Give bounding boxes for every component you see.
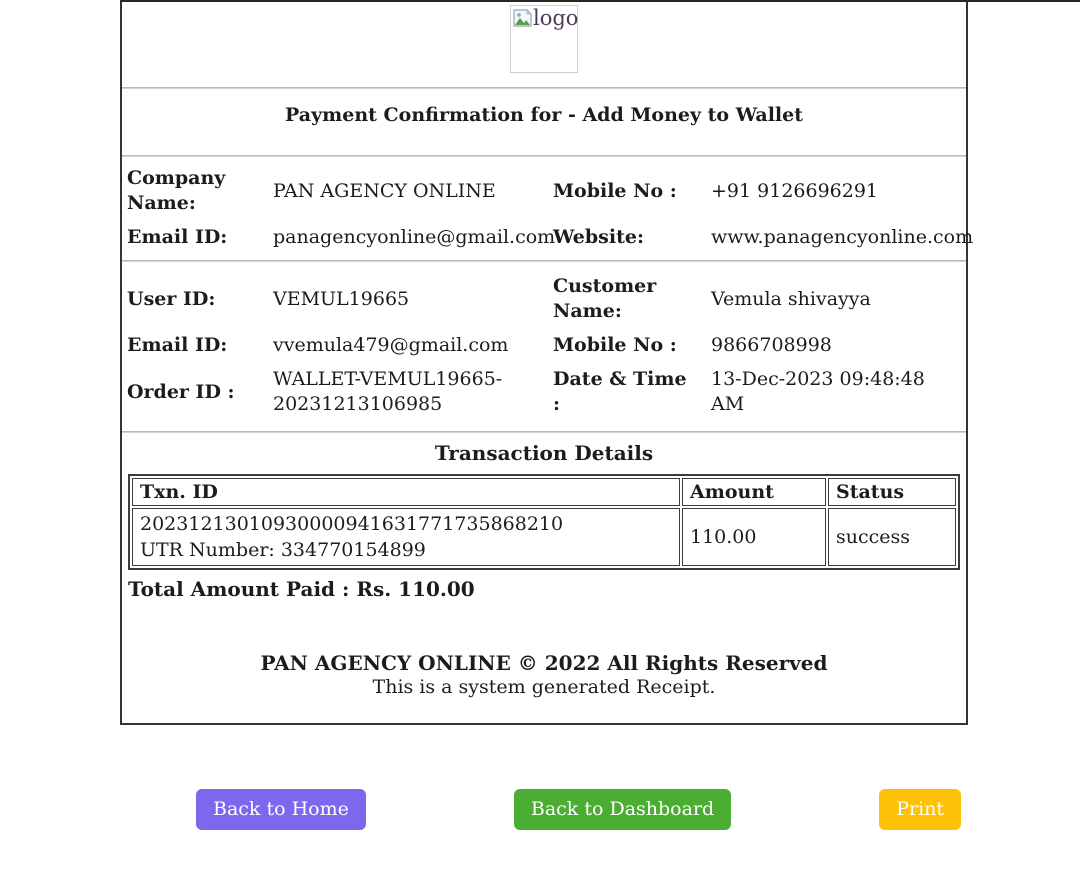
user-details-section — [122, 262, 966, 431]
order-id-label: Order ID : — [127, 380, 235, 403]
company-row-1 — [127, 166, 966, 216]
company-mobile-value: +91 9126696291 — [711, 179, 879, 202]
status-column-header: Status — [828, 478, 956, 506]
date-time-label: Date & Time : — [553, 368, 687, 415]
logo-alt-text: logo — [533, 6, 579, 30]
user-id-value: VEMUL19665 — [273, 287, 410, 310]
receipt-footer — [122, 650, 966, 723]
logo-row — [122, 0, 966, 73]
system-generated-note: This is a system generated Receipt. — [372, 676, 716, 698]
company-name-value: PAN AGENCY ONLINE — [273, 179, 496, 202]
transaction-details-heading: Transaction Details — [434, 441, 654, 465]
receipt-card — [120, 0, 974, 725]
user-row-1 — [127, 274, 966, 324]
company-mobile-label: Mobile No : — [553, 179, 677, 202]
amount-column-header: Amount — [682, 478, 826, 506]
user-email-value: vvemula479@gmail.com — [273, 334, 509, 356]
txn-id-cell — [132, 508, 680, 566]
txn-id-column-header: Txn. ID — [132, 478, 680, 506]
user-mobile-label: Mobile No : — [553, 334, 677, 356]
back-to-home-button[interactable]: Back to Home — [196, 789, 366, 830]
company-email-label: Email ID: — [127, 226, 228, 248]
amount-cell: 110.00 — [682, 508, 826, 566]
utr-number-value: UTR Number: 334770154899 — [140, 539, 426, 561]
total-amount-paid: Total Amount Paid : Rs. 110.00 — [128, 577, 475, 601]
user-mobile-value: 9866708998 — [711, 334, 832, 356]
company-website-label: Website: — [553, 226, 644, 248]
logo-image-placeholder — [510, 5, 578, 73]
user-row-2 — [127, 333, 966, 358]
print-button[interactable]: Print — [879, 789, 961, 830]
customer-name-label: Customer Name: — [553, 275, 657, 322]
receipt-top-border — [120, 0, 1080, 2]
company-details-section — [122, 157, 974, 260]
company-row-2 — [127, 225, 974, 250]
copyright-text: PAN AGENCY ONLINE © 2022 All Rights Reserved — [260, 651, 828, 675]
transaction-table-row — [132, 508, 956, 566]
page-title: Payment Confirmation for - Add Money to Wallet — [285, 104, 803, 126]
status-cell: success — [828, 508, 956, 566]
transaction-table-header-row — [132, 478, 956, 506]
date-time-value: 13-Dec-2023 09:48:48 AM — [711, 368, 925, 415]
user-row-3 — [127, 367, 966, 417]
broken-image-icon — [513, 9, 533, 27]
action-buttons-row — [196, 789, 1080, 830]
back-to-dashboard-button[interactable]: Back to Dashboard — [514, 789, 731, 830]
transaction-table — [128, 474, 960, 570]
company-email-value: panagencyonline@gmail.com — [273, 226, 556, 248]
company-name-label: Company Name: — [127, 167, 226, 214]
user-email-label: Email ID: — [127, 334, 228, 356]
company-website-value: www.panagencyonline.com — [711, 226, 974, 248]
txn-id-value: 20231213010930000941631771735868210 — [140, 513, 564, 535]
customer-name-value: Vemula shivayya — [711, 287, 871, 310]
user-id-label: User ID: — [127, 287, 216, 310]
order-id-value: WALLET-VEMUL19665-20231213106985 — [273, 368, 503, 415]
